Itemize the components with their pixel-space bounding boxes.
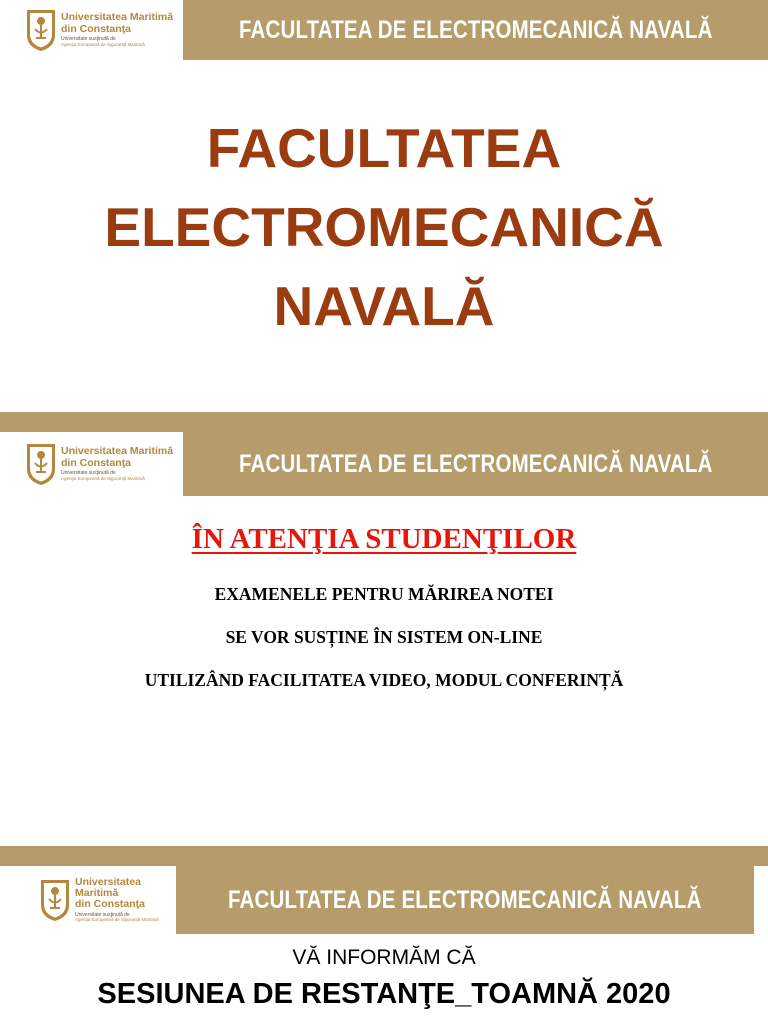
- university-logo: [14, 866, 176, 934]
- logo-sub-line1: Universitate susţinută de: [61, 470, 116, 477]
- notice-line-1: EXAMENELE PENTRU MĂRIREA NOTEI: [214, 584, 554, 604]
- university-emblem-icon: [38, 876, 72, 924]
- logo-name-line2: din Constanţa: [61, 456, 131, 469]
- slide-divider-strip: [0, 846, 768, 866]
- notice-line-3: UTILIZÂND FACILITATEA VIDEO, MODUL CONFERINȚĂ: [144, 670, 624, 690]
- university-logo: [0, 432, 183, 496]
- session-text: SESIUNEA DE RESTANŢE_TOAMNĂ 2020: [97, 978, 671, 1010]
- faculty-banner: [183, 0, 768, 60]
- logo-name-line1: Universitatea Maritimă: [61, 445, 174, 458]
- faculty-banner-text: FACULTATEA DE ELECTROMECANICĂ NAVALĂ: [238, 15, 713, 44]
- inform-text: VĂ INFORMĂM CĂ: [292, 946, 476, 969]
- slide-3: [0, 846, 768, 1024]
- slide-header: [0, 432, 768, 496]
- slide-divider-strip: [0, 412, 768, 432]
- slide-1: [0, 0, 768, 412]
- logo-sub-line2: Agenţia Europeană de Siguranţă Maritimă: [61, 41, 145, 47]
- logo-name-line2: din Constanţa: [75, 898, 145, 911]
- notice-line-2: SE VOR SUSȚINE ÎN SISTEM ON-LINE: [225, 627, 543, 647]
- notice-title: ÎN ATENŢIA STUDENŢILOR: [191, 523, 577, 555]
- faculty-banner-text: FACULTATEA DE ELECTROMECANICĂ NAVALĂ: [228, 885, 703, 914]
- faculty-banner: [183, 432, 768, 496]
- slide-header: [0, 0, 768, 60]
- faculty-banner-text: FACULTATEA DE ELECTROMECANICĂ NAVALĂ: [238, 449, 713, 478]
- logo-name-line1: Universitatea Maritimă: [75, 875, 141, 900]
- logo-sub-line2: Agenţia Europeană de Siguranţă Maritimă: [75, 917, 159, 923]
- faculty-title-line1: FACULTATEA: [206, 117, 562, 179]
- logo-name-line1: Universitatea Maritimă: [61, 11, 174, 24]
- slide-2: [0, 412, 768, 846]
- faculty-title-line2: ELECTROMECANICĂ: [104, 196, 664, 258]
- slide-header: [14, 866, 754, 934]
- university-emblem-icon: [24, 441, 58, 487]
- faculty-banner: [176, 866, 754, 934]
- faculty-title-line3: NAVALĂ: [273, 275, 495, 337]
- university-emblem-icon: [24, 7, 58, 53]
- logo-sub-line1: Universitate susţinută de: [75, 911, 130, 918]
- logo-sub-line1: Universitate susţinută de: [61, 36, 116, 43]
- logo-name-line2: din Constanţa: [61, 22, 131, 35]
- logo-sub-line2: Agenţia Europeană de Siguranţă Maritimă: [61, 475, 145, 481]
- university-logo: [0, 0, 183, 60]
